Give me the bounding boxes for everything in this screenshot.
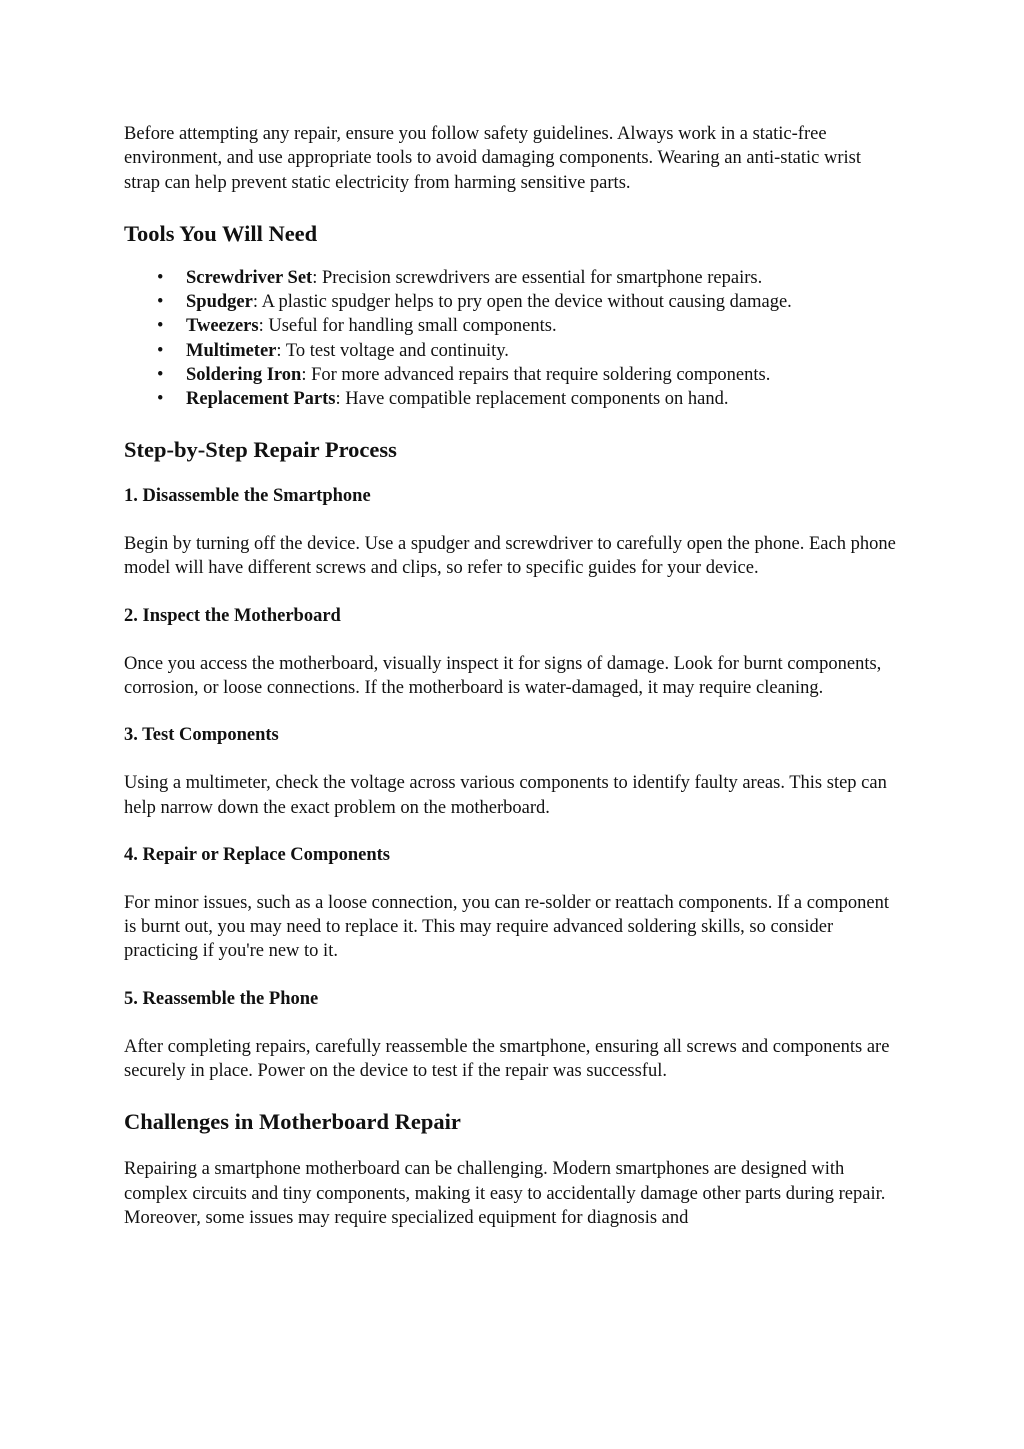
challenges-heading: Challenges in Motherboard Repair [124, 1109, 461, 1135]
tool-desc: : Useful for handling small components. [258, 316, 557, 337]
tool-desc: : A plastic spudger helps to pry open the device without causing damage. [252, 292, 792, 313]
tool-item-soldering-iron [124, 363, 896, 387]
bullet-icon: • [157, 340, 164, 361]
challenges-paragraph: Repairing a smartphone motherboard can be challenging. Modern smartphones are designed with complex circuits and tiny components, making it easy to accidentally damage other parts during repair. Moreover, some issues may require specialized equipment for diagnosis and [124, 1159, 886, 1228]
step-body: For minor issues, such as a loose connection, you can re-solder or reattach components. If a component is burnt out, you may need to replace it. This may require advanced soldering skills, so consider practicing if you're new to it. [124, 892, 889, 962]
tool-desc: : Have compatible replacement components on hand. [335, 388, 729, 409]
step-title: 1. Disassemble the Smartphone [124, 486, 371, 507]
tool-name: Multimeter [186, 340, 277, 361]
tool-item-spudger [124, 290, 896, 314]
step-body: Once you access the motherboard, visually inspect it for signs of damage. Look for burnt components, corrosion, or loose connections. If the motherboard is water-damaged, it may require cleaning. [124, 653, 882, 698]
tool-item-multimeter [124, 339, 896, 363]
tools-heading: Tools You Will Need [124, 220, 318, 246]
tool-item-replacement-parts [124, 387, 896, 411]
bullet-icon: • [157, 292, 164, 313]
step-section [124, 987, 896, 1084]
step-body: Using a multimeter, check the voltage across various components to identify faulty areas. This step can help narrow down the exact problem on the motherboard. [124, 773, 887, 818]
step-title: 4. Repair or Replace Components [124, 844, 391, 865]
tool-desc: : To test voltage and continuity. [276, 340, 509, 361]
step-title: 2. Inspect the Motherboard [124, 605, 341, 626]
step-title: 5. Reassemble the Phone [124, 988, 319, 1009]
bullet-icon: • [157, 316, 164, 337]
step-section [124, 604, 896, 701]
tool-name: Spudger [186, 292, 253, 313]
step-section [124, 484, 896, 581]
bullet-icon: • [157, 364, 164, 385]
tool-item-tweezers [124, 314, 896, 338]
step-section [124, 843, 896, 964]
tool-desc: : For more advanced repairs that require soldering components. [301, 364, 771, 385]
document-page [124, 122, 896, 1230]
steps-heading: Step-by-Step Repair Process [124, 437, 397, 463]
tool-name: Replacement Parts [186, 388, 336, 409]
tools-list [124, 266, 896, 411]
tool-name: Tweezers [186, 316, 259, 337]
step-title: 3. Test Components [124, 725, 279, 746]
tool-name: Screwdriver Set [186, 267, 313, 288]
bullet-icon: • [157, 267, 164, 288]
tool-item-screwdriver-set [124, 266, 896, 290]
step-section [124, 723, 896, 820]
step-body: Begin by turning off the device. Use a spudger and screwdriver to carefully open the phone. Each phone model will have different screws and clips, so refer to specific guides for your device. [124, 534, 896, 579]
step-body: After completing repairs, carefully reassemble the smartphone, ensuring all screws and components are securely in place. Power on the device to test if the repair was successful. [124, 1036, 890, 1082]
bullet-icon: • [157, 388, 164, 409]
intro-paragraph: Before attempting any repair, ensure you follow safety guidelines. Always work in a static-free environment, and use appropriate tools to avoid damaging components. Wearing an anti-static wrist strap can help prevent static electricity from harming sensitive parts. [124, 124, 861, 193]
tool-desc: : Precision screwdrivers are essential for smartphone repairs. [312, 267, 763, 288]
tool-name: Soldering Iron [186, 364, 302, 385]
